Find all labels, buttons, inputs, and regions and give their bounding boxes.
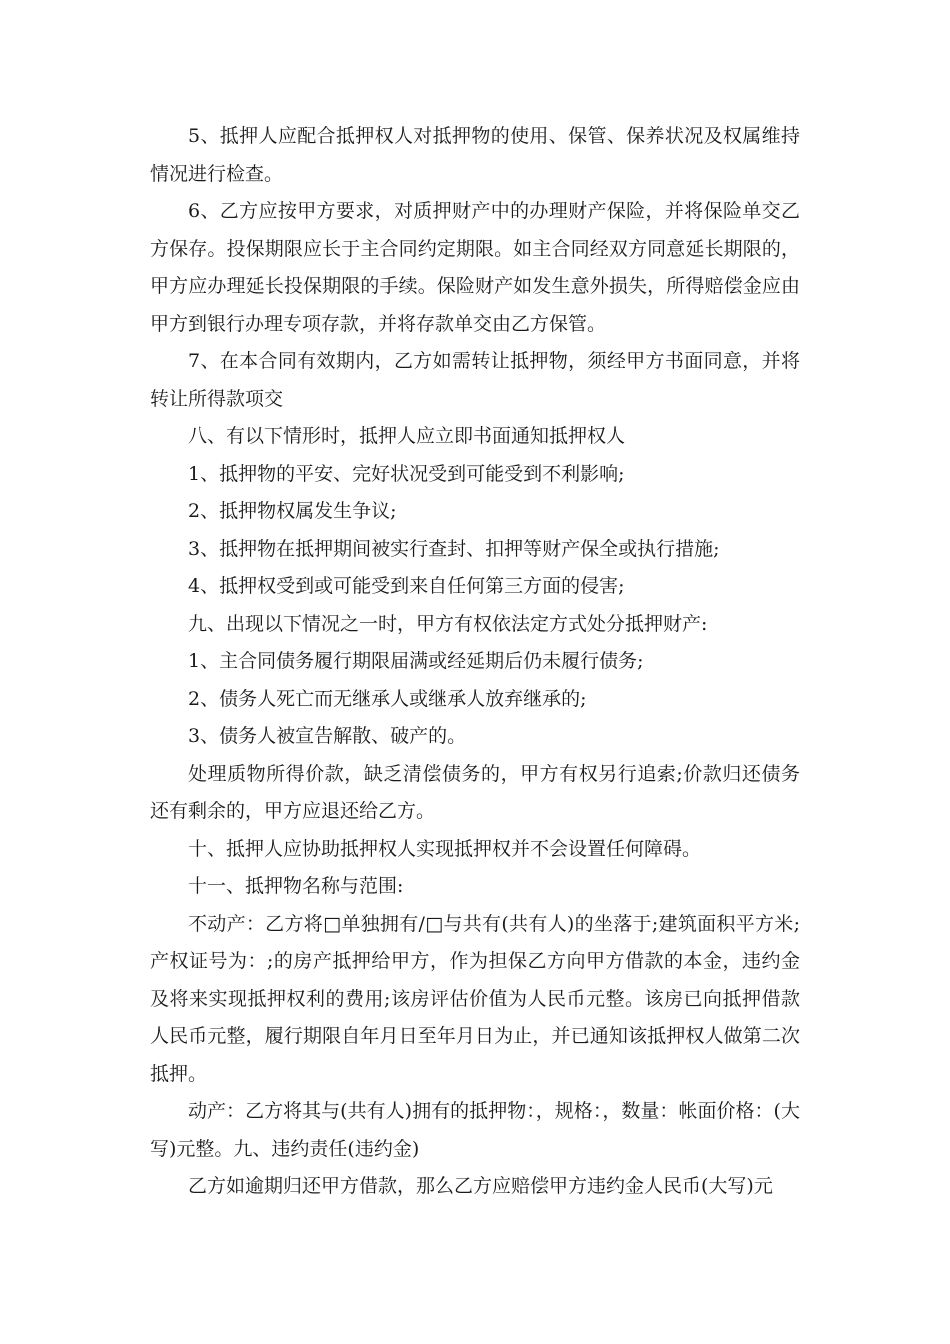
section-8-item-4: 4、抵押权受到或可能受到来自任何第三方面的侵害; [188,575,625,597]
section-8-heading: 八、有以下情形时，抵押人应立即书面通知抵押权人 [188,425,626,447]
section-8-item-2: 2、抵押物权属发生争议; [188,500,397,522]
section-9-item-2: 2、债务人死亡而无继承人或继承人放弃继承的; [188,687,587,710]
section-8-item-1: 1、抵押物的平安、完好状况受到可能受到不利影响; [188,462,625,485]
movable-property-clause: 动产：乙方将其与(共有人)拥有的抵押物：，规格：，数量：帐面价格：(大写)元整。九、违约责任(违约金) [150,1100,800,1160]
section-9-item-1: 1、主合同债务履行期限届满或经延期后仍未履行债务; [188,650,644,672]
clause-7-transfer: 7、在本合同有效期内，乙方如需转让抵押物，须经甲方书面同意，并将转让所得款项交 [150,350,800,410]
section-9-item-3: 3、债务人被宣告解散、破产的。 [188,725,467,747]
penalty-clause: 乙方如逾期归还甲方借款，那么乙方应赔偿甲方违约金人民币(大写)元 [188,1175,773,1197]
clause-5-inspection: 5、抵押人应配合抵押权人对抵押物的使用、保管、保养状况及权属维持情况进行检查。 [150,125,800,185]
section-9-heading: 九、出现以下情况之一时，甲方有权依法定方式处分抵押财产: [188,612,708,635]
document-page [150,118,800,1206]
section-8-item-3: 3、抵押物在抵押期间被实行查封、扣押等财产保全或执行措施; [188,537,720,560]
section-10: 十、抵押人应协助抵押权人实现抵押权并不会设置任何障碍。 [188,837,702,860]
section-11-heading: 十一、抵押物名称与范围: [188,875,404,897]
proceeds-handling: 处理质物所得价款，缺乏清偿债务的，甲方有权另行追索;价款归还债务还有剩余的，甲方应退还给乙方。 [150,762,800,822]
clause-6-insurance: 6、乙方应按甲方要求，对质押财产中的办理财产保险，并将保险单交乙方保存。投保期限应长于主合同约定期限。如主合同经双方同意延长期限的，甲方应办理延长投保期限的手续。保险财产如发生意外损失，所得赔偿金应由甲方到银行办理专项存款，并将存款单交由乙方保管。 [150,200,800,335]
real-estate-clause: 不动产：乙方将□单独拥有/□与共有(共有人)的坐落于;建筑面积平方米;产权证号为：;的房产抵押给甲方，作为担保乙方向甲方借款的本金，违约金及将来实现抵押权利的费用;该房评估价值为人民币元整。该房已向抵押借款人民币元整，履行期限自年月日至年月日为止，并已通知该抵押权人做第二次抵押。 [150,912,800,1085]
